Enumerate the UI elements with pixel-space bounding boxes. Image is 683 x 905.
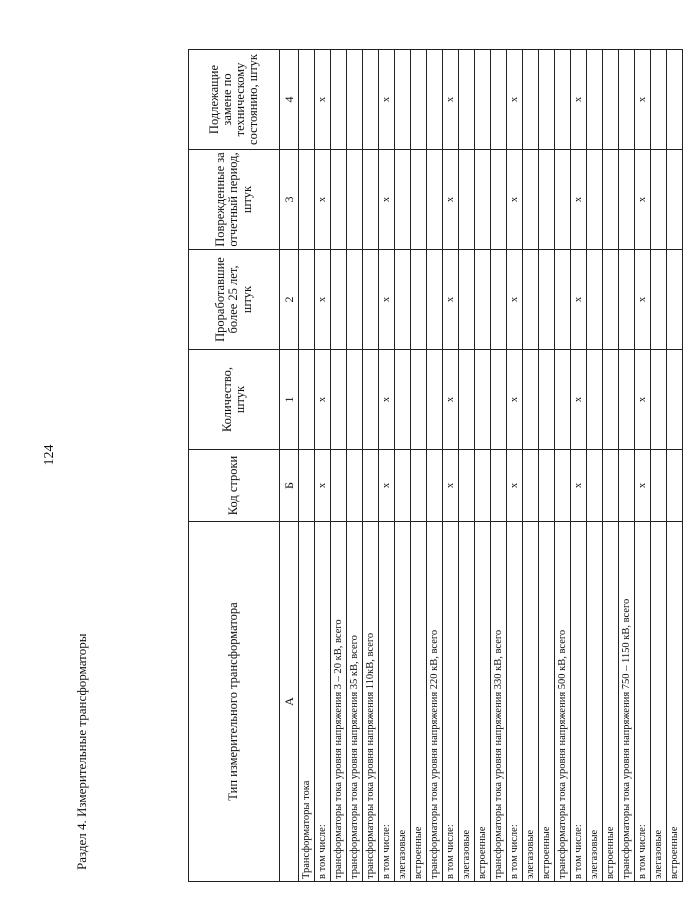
row-code: х [315, 450, 331, 522]
cell-to-replace [331, 50, 347, 150]
cell-quantity [363, 350, 379, 450]
table-row [315, 50, 331, 882]
table-row [427, 50, 443, 882]
row-code [299, 450, 315, 522]
table-row [651, 50, 667, 882]
row-code [667, 450, 683, 522]
cell-quantity [651, 350, 667, 450]
cell-over-25 [539, 250, 555, 350]
cell-quantity [427, 350, 443, 450]
table-row [363, 50, 379, 882]
cell-to-replace [347, 50, 363, 150]
cell-quantity [667, 350, 683, 450]
cell-quantity: х [507, 350, 523, 450]
cell-to-replace [411, 50, 427, 150]
cell-to-replace: х [315, 50, 331, 150]
table-row [443, 50, 459, 882]
row-code [555, 450, 571, 522]
cell-damaged [523, 150, 539, 250]
cell-over-25 [651, 250, 667, 350]
cell-damaged [667, 150, 683, 250]
cell-quantity [539, 350, 555, 450]
cell-damaged [475, 150, 491, 250]
cell-to-replace [651, 50, 667, 150]
row-label: в том числе: [507, 522, 523, 882]
cell-damaged [299, 150, 315, 250]
cell-to-replace [459, 50, 475, 150]
row-label: встроенные [475, 522, 491, 882]
table-row [395, 50, 411, 882]
cell-quantity [475, 350, 491, 450]
cell-over-25 [347, 250, 363, 350]
cell-over-25 [603, 250, 619, 350]
cell-to-replace [491, 50, 507, 150]
cell-to-replace [427, 50, 443, 150]
row-code [331, 450, 347, 522]
cell-damaged [651, 150, 667, 250]
cell-over-25 [555, 250, 571, 350]
column-index-cell: 1 [280, 350, 299, 450]
row-label: элегазовые [651, 522, 667, 882]
cell-to-replace [555, 50, 571, 150]
page-number: 124 [42, 444, 57, 466]
table-row [507, 50, 523, 882]
row-code [363, 450, 379, 522]
cell-quantity [411, 350, 427, 450]
table-row [491, 50, 507, 882]
table-row [619, 50, 635, 882]
cell-over-25 [299, 250, 315, 350]
cell-quantity [555, 350, 571, 450]
cell-quantity [299, 350, 315, 450]
cell-to-replace: х [571, 50, 587, 150]
cell-quantity: х [379, 350, 395, 450]
table-row [459, 50, 475, 882]
row-code: х [507, 450, 523, 522]
row-label: трансформаторы тока уровня напряжения 3 – 20 кВ, всего [331, 522, 347, 882]
column-index-row [280, 50, 299, 882]
cell-over-25 [587, 250, 603, 350]
row-label: встроенные [667, 522, 683, 882]
cell-over-25 [667, 250, 683, 350]
table-row [571, 50, 587, 882]
cell-quantity [395, 350, 411, 450]
cell-damaged: х [443, 150, 459, 250]
table-body [299, 50, 683, 882]
row-label: трансформаторы тока уровня напряжения 330 кВ, всего [491, 522, 507, 882]
header-over-25-years: Проработавшие более 25 лет, штук [189, 250, 280, 350]
cell-over-25 [331, 250, 347, 350]
cell-over-25 [459, 250, 475, 350]
cell-over-25 [427, 250, 443, 350]
cell-to-replace [523, 50, 539, 150]
row-code: х [635, 450, 651, 522]
cell-to-replace [299, 50, 315, 150]
row-code: х [443, 450, 459, 522]
table-row [587, 50, 603, 882]
row-label: встроенные [603, 522, 619, 882]
cell-to-replace [395, 50, 411, 150]
cell-over-25 [491, 250, 507, 350]
row-label: трансформаторы тока уровня напряжения 220 кВ, всего [427, 522, 443, 882]
cell-to-replace [667, 50, 683, 150]
row-label: встроенные [539, 522, 555, 882]
row-code [395, 450, 411, 522]
row-label: трансформаторы тока уровня напряжения 35 кВ, всего [347, 522, 363, 882]
cell-over-25 [619, 250, 635, 350]
header-quantity: Количество, штук [189, 350, 280, 450]
row-code: х [379, 450, 395, 522]
cell-quantity: х [443, 350, 459, 450]
cell-damaged [331, 150, 347, 250]
column-index-cell: 4 [280, 50, 299, 150]
row-code [427, 450, 443, 522]
row-label: встроенные [411, 522, 427, 882]
cell-to-replace [603, 50, 619, 150]
cell-over-25 [475, 250, 491, 350]
table-row [667, 50, 683, 882]
table-row [555, 50, 571, 882]
cell-to-replace: х [507, 50, 523, 150]
table-row [603, 50, 619, 882]
cell-to-replace: х [379, 50, 395, 150]
cell-damaged [587, 150, 603, 250]
row-label: Трансформаторы тока [299, 522, 315, 882]
row-label: в том числе: [315, 522, 331, 882]
table-row [299, 50, 315, 882]
rotated-table-container [188, 49, 683, 882]
table-row [331, 50, 347, 882]
cell-quantity [459, 350, 475, 450]
row-code [459, 450, 475, 522]
cell-to-replace [475, 50, 491, 150]
cell-damaged [619, 150, 635, 250]
row-label: элегазовые [459, 522, 475, 882]
cell-quantity: х [635, 350, 651, 450]
cell-damaged: х [635, 150, 651, 250]
cell-damaged [395, 150, 411, 250]
cell-damaged [603, 150, 619, 250]
cell-damaged: х [571, 150, 587, 250]
row-code [603, 450, 619, 522]
cell-over-25 [523, 250, 539, 350]
row-code: х [571, 450, 587, 522]
column-index-cell: 2 [280, 250, 299, 350]
table-row [539, 50, 555, 882]
cell-over-25: х [635, 250, 651, 350]
column-index-cell: Б [280, 450, 299, 522]
row-code [523, 450, 539, 522]
cell-quantity: х [571, 350, 587, 450]
row-label: трансформаторы тока уровня напряжения 500 кВ, всего [555, 522, 571, 882]
cell-over-25 [395, 250, 411, 350]
row-label: элегазовые [395, 522, 411, 882]
cell-over-25: х [443, 250, 459, 350]
row-label: в том числе: [379, 522, 395, 882]
cell-quantity: х [315, 350, 331, 450]
cell-damaged [363, 150, 379, 250]
cell-damaged [491, 150, 507, 250]
cell-to-replace [363, 50, 379, 150]
cell-over-25 [363, 250, 379, 350]
cell-quantity [603, 350, 619, 450]
cell-quantity [587, 350, 603, 450]
cell-damaged [427, 150, 443, 250]
cell-quantity [523, 350, 539, 450]
row-code [587, 450, 603, 522]
table-row [523, 50, 539, 882]
cell-damaged [411, 150, 427, 250]
row-code [651, 450, 667, 522]
column-index-cell: А [280, 522, 299, 882]
cell-over-25: х [315, 250, 331, 350]
table-row [347, 50, 363, 882]
cell-to-replace: х [635, 50, 651, 150]
section-title: Раздел 4. Измерительные трансформаторы [74, 633, 89, 870]
row-code [619, 450, 635, 522]
row-code [347, 450, 363, 522]
transformers-table [188, 49, 683, 882]
row-label: в том числе: [635, 522, 651, 882]
cell-damaged [555, 150, 571, 250]
row-code [491, 450, 507, 522]
row-label: трансформаторы тока уровня напряжения 750 – 1150 кВ, всего [619, 522, 635, 882]
row-code [475, 450, 491, 522]
cell-to-replace [619, 50, 635, 150]
cell-damaged [459, 150, 475, 250]
row-label: трансформаторы тока уровня напряжения 110кВ, всего [363, 522, 379, 882]
cell-damaged [347, 150, 363, 250]
cell-to-replace [539, 50, 555, 150]
cell-damaged: х [507, 150, 523, 250]
cell-quantity [331, 350, 347, 450]
cell-to-replace [587, 50, 603, 150]
table-header-row [189, 50, 280, 882]
row-code [411, 450, 427, 522]
table-row [475, 50, 491, 882]
cell-quantity [619, 350, 635, 450]
cell-over-25: х [379, 250, 395, 350]
table-row [411, 50, 427, 882]
cell-over-25: х [571, 250, 587, 350]
table-row [379, 50, 395, 882]
cell-over-25: х [507, 250, 523, 350]
cell-damaged [539, 150, 555, 250]
cell-quantity [491, 350, 507, 450]
header-damaged: Поврежденные за отчетный период, штук [189, 150, 280, 250]
header-type: Тип измерительного трансформатора [189, 522, 280, 882]
table-row [635, 50, 651, 882]
row-label: элегазовые [523, 522, 539, 882]
cell-quantity [347, 350, 363, 450]
header-row-code: Код строки [189, 450, 280, 522]
header-to-replace: Подлежащие замене по техническому состоянию, штук [189, 50, 280, 150]
cell-damaged: х [379, 150, 395, 250]
cell-over-25 [411, 250, 427, 350]
column-index-cell: 3 [280, 150, 299, 250]
row-label: в том числе: [443, 522, 459, 882]
row-code [539, 450, 555, 522]
cell-to-replace: х [443, 50, 459, 150]
cell-damaged: х [315, 150, 331, 250]
row-label: в том числе: [571, 522, 587, 882]
row-label: элегазовые [587, 522, 603, 882]
